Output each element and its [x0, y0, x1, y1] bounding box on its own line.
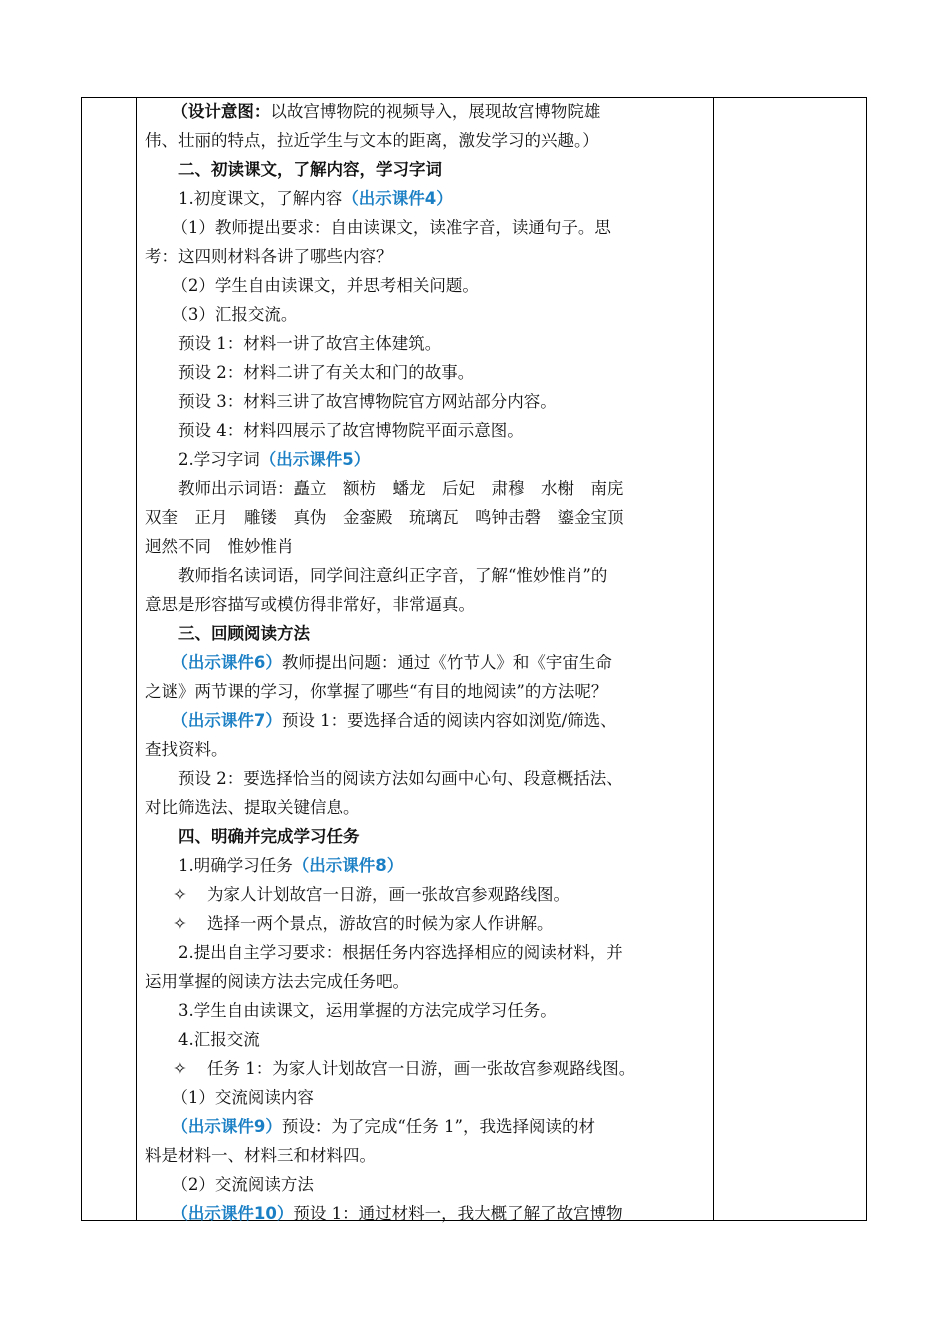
task-step-1-line: 1.明确学习任务（出示课件8）	[178, 856, 404, 875]
diamond-bullet-icon: ✧	[173, 1059, 187, 1078]
task-1-report-line: ✧ 任务 1：为家人计划故宫一日游，画一张故宫参观路线图。	[145, 1054, 707, 1083]
courseware-ref-4: （出示课件4）	[342, 189, 453, 208]
vocab-line-2: 双奎 正月 雕镂 真伪 金銮殿 琉璃瓦 鸣钟击磬 鎏金宝顶	[145, 508, 624, 527]
courseware-ref-6: （出示课件6）	[171, 653, 282, 672]
step-1-line: 1.初度课文，了解内容（出示课件4）	[178, 189, 453, 208]
task-step-2-line-1: 2.提出自主学习要求：根据任务内容选择相应的阅读材料，并	[178, 943, 623, 962]
vocab-line-3: 迥然不同 惟妙惟肖	[145, 537, 294, 556]
task-step-2-line-2: 运用掌握的阅读方法去完成任务吧。	[145, 972, 409, 991]
lesson-content-cell	[145, 97, 707, 1228]
section-heading-2: 二、初读课文，了解内容，学习字词	[178, 160, 442, 179]
courseware-ref-10: （出示课件10）	[171, 1204, 294, 1223]
preset-3-line: 预设 3：材料三讲了故宫博物院官方网站部分内容。	[178, 392, 557, 411]
review-line-1: （出示课件6）教师提出问题：通过《竹节人》和《宇宙生命	[171, 653, 612, 672]
task-item-1: ✧ 为家人计划故宫一日游，画一张故宫参观路线图。	[145, 880, 707, 909]
courseware-ref-7: （出示课件7）	[171, 711, 282, 730]
task-step-4-line: 4.汇报交流	[178, 1030, 260, 1049]
section-heading-3: 三、回顾阅读方法	[178, 624, 310, 643]
column-divider-left	[136, 97, 137, 1221]
teacher-reading-line-2: 意思是形容描写或模仿得非常好，非常逼真。	[145, 595, 475, 614]
step-2-line: 2.学习字词（出示课件5）	[178, 450, 371, 469]
exchange-method-line: （2）交流阅读方法	[171, 1175, 314, 1194]
question-2-line: （2）学生自由读课文，并思考相关问题。	[171, 276, 479, 295]
task-step-3-line: 3.学生自由读课文，运用掌握的方法完成学习任务。	[178, 1001, 557, 1020]
section-heading-4: 四、明确并完成学习任务	[178, 827, 360, 846]
preset-method-line: （出示课件10）预设 1：通过材料一，我大概了解了故宫博物	[171, 1204, 623, 1223]
question-1-line-2: 考：这四则材料各讲了哪些内容？	[145, 247, 393, 266]
task-item-2: ✧ 选择一两个景点，游故宫的时候为家人作讲解。	[145, 909, 707, 938]
preset-2-line: 预设 2：材料二讲了有关太和门的故事。	[178, 363, 475, 382]
review-line-4: 查找资料。	[145, 740, 228, 759]
courseware-ref-9: （出示课件9）	[171, 1117, 282, 1136]
diamond-bullet-icon: ✧	[173, 885, 187, 904]
courseware-ref-5: （出示课件5）	[259, 450, 371, 469]
review-line-6: 对比筛选法、提取关键信息。	[145, 798, 360, 817]
question-3-line: （3）汇报交流。	[171, 305, 298, 324]
teacher-reading-line-1: 教师指名读词语，同学间注意纠正字音，了解“惟妙惟肖”的	[178, 566, 608, 585]
design-intent-line-1: （设计意图：以故宫博物院的视频导入，展现故宫博物院雄	[171, 102, 601, 121]
review-line-3: （出示课件7）预设 1：要选择合适的阅读内容如浏览/筛选、	[171, 711, 617, 730]
preset-material-line-2: 料是材料一、材料三和材料四。	[145, 1146, 376, 1165]
preset-1-line: 预设 1：材料一讲了故宫主体建筑。	[178, 334, 442, 353]
preset-material-line-1: （出示课件9）预设：为了完成“任务 1”，我选择阅读的材	[171, 1117, 595, 1136]
exchange-content-line: （1）交流阅读内容	[171, 1088, 314, 1107]
question-1-line-1: （1）教师提出要求：自由读课文，读准字音，读通句子。思	[171, 218, 611, 237]
vocab-line-1: 教师出示词语：矗立 额枋 蟠龙 后妃 肃穆 水榭 南庑	[178, 479, 624, 498]
review-line-5: 预设 2：要选择恰当的阅读方法如勾画中心句、段意概括法、	[178, 769, 623, 788]
design-intent-line-2: 伟、壮丽的特点，拉近学生与文本的距离，激发学习的兴趣。）	[145, 131, 599, 150]
column-divider-right	[713, 97, 714, 1221]
preset-4-line: 预设 4：材料四展示了故宫博物院平面示意图。	[178, 421, 524, 440]
review-line-2: 之谜》两节课的学习，你掌握了哪些“有目的地阅读”的方法呢？	[145, 682, 608, 701]
diamond-bullet-icon: ✧	[173, 914, 187, 933]
courseware-ref-8: （出示课件8）	[292, 856, 404, 875]
